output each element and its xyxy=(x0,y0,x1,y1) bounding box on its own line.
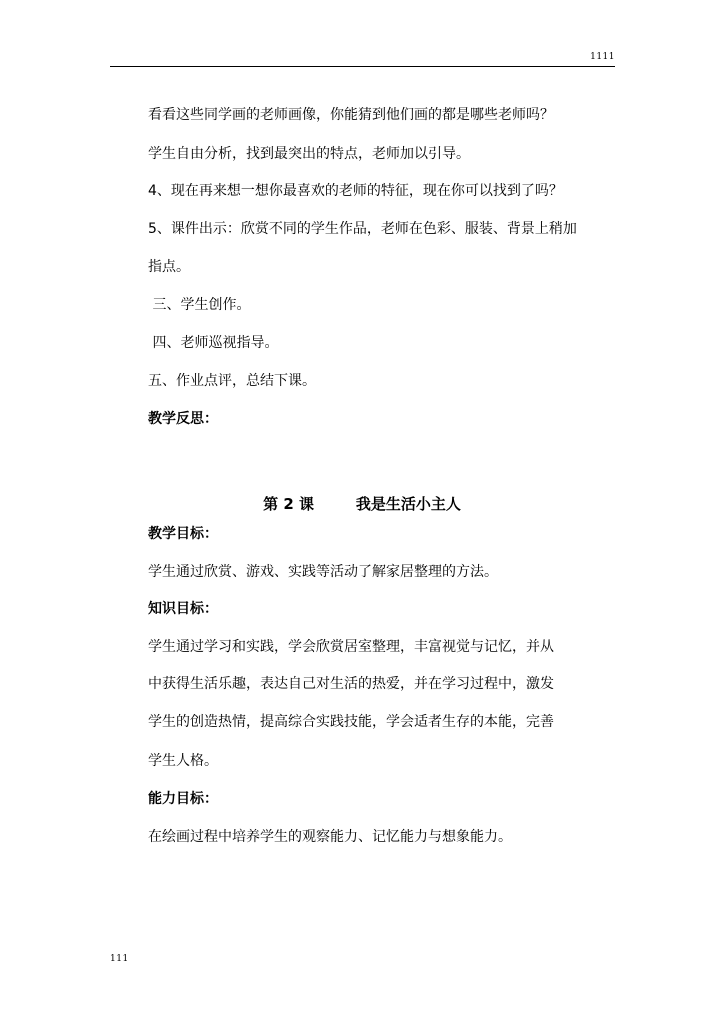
knowledge-goals-line: 学生的创造热情，提高综合实践技能，学会适者生存的本能，完善 xyxy=(148,714,554,730)
paragraph-section-3: 三、学生创作。 xyxy=(148,297,251,313)
paragraph-teacher-portraits: 看看这些同学画的老师画像，你能猜到他们画的都是哪些老师吗？ xyxy=(148,107,554,123)
paragraph-section-4: 四、老师巡视指导。 xyxy=(148,335,279,351)
ability-goals-text: 在绘画过程中培养学生的观察能力、记忆能力与想象能力。 xyxy=(148,829,512,845)
heading-ability-goals: 能力目标： xyxy=(148,791,218,807)
paragraph-step-4: 4、现在再来想一想你最喜欢的老师的特征，现在你可以找到了吗？ xyxy=(148,183,563,199)
heading-knowledge-goals: 知识目标： xyxy=(148,601,218,617)
knowledge-goals-line: 中获得生活乐趣，表达自己对生活的热爱，并在学习过程中，激发 xyxy=(148,676,554,692)
knowledge-goals-line: 学生通过学习和实践，学会欣赏居室整理，丰富视觉与记忆，并从 xyxy=(148,639,554,655)
header-page-number: 1111 xyxy=(590,52,615,62)
paragraph-step-5: 5、课件出示：欣赏不同的学生作品，老师在色彩、服装、背景上稍加 xyxy=(148,221,577,237)
paragraph-section-5: 五、作业点评，总结下课。 xyxy=(148,373,316,389)
paragraph-student-analysis: 学生自由分析，找到最突出的特点，老师加以引导。 xyxy=(148,146,470,162)
teaching-goals-text: 学生通过欣赏、游戏、实践等活动了解家居整理的方法。 xyxy=(148,564,498,580)
header-rule xyxy=(110,66,615,67)
heading-teaching-goals: 教学目标： xyxy=(148,526,218,542)
knowledge-goals-line: 学生人格。 xyxy=(148,753,218,769)
paragraph-step-5-continued: 指点。 xyxy=(148,259,190,275)
lesson-title: 第 2 课 我是生活小主人 xyxy=(263,495,461,513)
footer-page-number: 111 xyxy=(110,954,129,964)
heading-teaching-reflection: 教学反思： xyxy=(148,411,218,427)
